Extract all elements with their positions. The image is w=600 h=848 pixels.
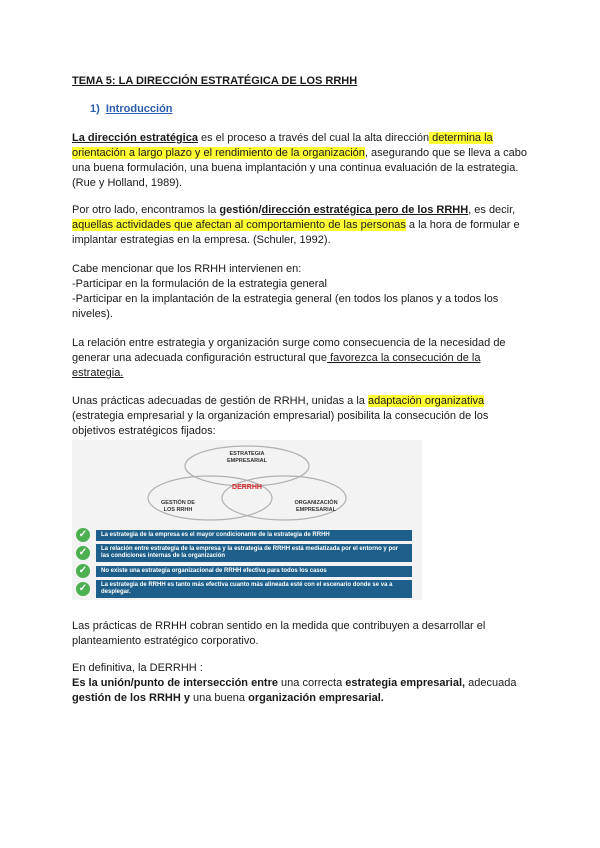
paragraph-intervention <box>72 262 534 322</box>
p2-text-a: Por otro lado, encontramos la <box>72 204 220 216</box>
conclusion-bold-1: Es la unión/punto de intersección entre <box>72 677 278 689</box>
figure-bullet-text: La estrategia de la empresa es el mayor condicionante de la estrategia de RRHH <box>96 530 412 541</box>
p5-highlight: adaptación organizativa <box>367 395 485 407</box>
figure-bullet-text: La relación entre estrategia de la empresa y la estrategia de RRHH está mediatizada por el entorno y por las condiciones internas de la organización <box>96 544 412 562</box>
section-label: Introducción <box>105 103 173 115</box>
venn-top-line-2: EMPRESARIAL <box>226 458 268 464</box>
document-title: TEMA 5: LA DIRECCIÓN ESTRATÉGICA DE LOS RRHH <box>72 75 358 87</box>
paragraph-definition <box>72 131 534 191</box>
term-direccion-estrategica: La dirección estratégica <box>72 132 198 144</box>
term-direccion-rrhh: dirección estratégica pero de los RRHH <box>261 204 469 216</box>
conclusion-text-2: adecuada <box>465 677 517 689</box>
venn-left-line-1: GESTIÓN DE <box>161 500 195 506</box>
p4-underlined: favorezca la consecución de la estrategia. <box>72 352 481 379</box>
conclusion-bold-2: estrategia empresarial, <box>345 677 466 689</box>
paragraph-organization <box>72 336 534 381</box>
p5-text-a: Unas prácticas adecuadas de gestión de RRHH, unidas a la <box>72 395 368 407</box>
p4-text: La relación entre estrategia y organización surge como consecuencia de la necesidad de generar una adecuada configuración estructural que <box>72 337 506 364</box>
derrhh-figure <box>72 440 422 600</box>
figure-bullet-text: La estrategia de RRHH es tanto más efectiva cuanto más alineada esté con el escenario donde se va a desplegar. <box>96 580 412 598</box>
p3-line-3: -Participar en la implantación de la estrategia general (en todos los planos y a todos los niveles). <box>72 293 499 320</box>
p1-highlight: determina la orientación a largo plazo y el rendimiento de la organización <box>72 132 493 159</box>
paragraph-rrhh <box>72 203 534 248</box>
p2-bold: gestión/ <box>219 204 262 216</box>
venn-right-line-1: ORGANIZACIÓN <box>294 500 338 506</box>
paragraph-practices-meaning: Las prácticas de RRHH cobran sentido en la medida que contribuyen a desarrollar el planteamiento estratégico corporativo. <box>72 620 486 647</box>
conclusion-text-1: una correcta <box>277 677 346 689</box>
p1-text-b: , asegurando que se lleva a cabo una buena formulación, una buena implantación y una continua evaluación de la estrategia. (Rue y Holland, 1989). <box>72 147 527 189</box>
figure-bullet-1 <box>76 528 412 542</box>
p1-text-a: es el proceso a través del cual la alta dirección <box>197 132 430 144</box>
venn-right-line-2: EMPRESARIAL <box>295 507 337 513</box>
check-icon: ✓ <box>76 528 90 542</box>
check-icon: ✓ <box>76 582 90 596</box>
figure-bullet-4 <box>76 580 412 598</box>
p3-line-2: -Participar en la formulación de la estrategia general <box>72 278 327 290</box>
venn-top-line-1: ESTRATEGIA <box>229 451 265 457</box>
figure-bullet-2 <box>76 544 412 562</box>
conclusion-bold-3: gestión de los RRHH y <box>72 692 190 704</box>
venn-center-label: DERRHH <box>232 484 262 491</box>
section-number: 1) <box>90 103 100 115</box>
p5-text-b: (estrategia empresarial y la organización empresarial) posibilita la consecución de los objetivos estratégicos fijados: <box>72 410 489 437</box>
check-icon: ✓ <box>76 546 90 560</box>
figure-bullet-text: No existe una estrategia organizacional de RRHH efectiva para todos los casos <box>96 566 412 577</box>
paragraph-conclusion <box>72 661 534 706</box>
conclusion-bold-4: organización empresarial. <box>248 692 384 704</box>
check-icon: ✓ <box>76 564 90 578</box>
p3-line-1: Cabe mencionar que los RRHH intervienen en: <box>72 263 302 275</box>
venn-left-line-2: LOS RRHH <box>163 507 193 513</box>
p2-text-b: , es decir, <box>468 204 516 216</box>
figure-bullet-3 <box>76 564 412 578</box>
p2-highlight: aquellas actividades que afectan al comportamiento de las personas <box>72 219 406 231</box>
p2-text-c: a la hora de formular e implantar estrategias en la empresa. (Schuler, 1992). <box>72 219 520 246</box>
conclusion-lead: En definitiva, la DERRHH : <box>72 662 203 674</box>
conclusion-text-3: una buena <box>189 692 249 704</box>
paragraph-practices <box>72 394 534 439</box>
section-heading <box>90 102 173 117</box>
